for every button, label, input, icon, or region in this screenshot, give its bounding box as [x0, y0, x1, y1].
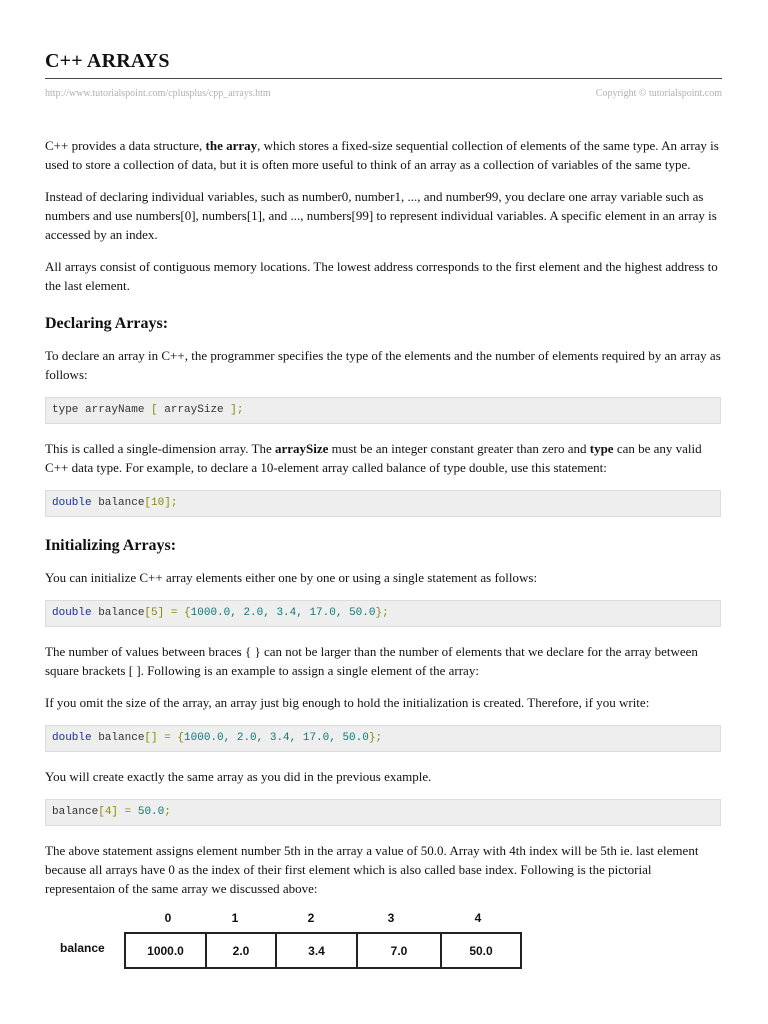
initializing-paragraph-3: If you omit the size of the array, an array just big enough to hold the initialization is created. Therefore, if you write:	[45, 695, 650, 710]
code-block-declaration-example: double balance[10];	[45, 490, 721, 517]
copyright-notice: Copyright © tutorialspoint.com	[595, 88, 722, 99]
page-title: C++ ARRAYS	[45, 50, 170, 72]
array-cell: 2.0	[205, 932, 277, 969]
code-block-initialization: double balance[5] = {1000.0, 2.0, 3.4, 17.0, 50.0};	[45, 600, 721, 627]
array-diagram	[45, 911, 721, 1001]
code-block-declaration-syntax: type arrayName [ arraySize ];	[45, 397, 721, 424]
array-index-label: 3	[387, 911, 395, 925]
array-cell: 50.0	[440, 932, 522, 969]
header-divider	[45, 78, 722, 79]
article-body	[45, 136, 721, 1001]
section-heading-declaring: Declaring Arrays:	[45, 315, 169, 332]
intro-paragraph-1: C++ provides a data structure, the array, which stores a fixed-size sequential collection of elements of the same type. An array is used to store a collection of data, but it is often more useful to think of an array as a collection of variables of the same type.	[45, 138, 719, 172]
array-index-label: 4	[474, 911, 482, 925]
initializing-paragraph-5: The above statement assigns element number 5th in the array a value of 50.0. Array with 4th index will be 5th ie. last element because all arrays have 0 as the index of their first element which is also called base index. Following is the pictorial representaion of the same array we discussed above:	[45, 843, 699, 896]
initializing-paragraph-1: You can initialize C++ array elements either one by one or using a single statement as follows:	[45, 570, 538, 585]
array-index-label: 1	[231, 911, 239, 925]
initializing-paragraph-4: You will create exactly the same array as you did in the previous example.	[45, 769, 432, 784]
array-cell: 7.0	[356, 932, 442, 969]
array-index-label: 2	[307, 911, 315, 925]
array-cell: 3.4	[275, 932, 358, 969]
intro-paragraph-3: All arrays consist of contiguous memory locations. The lowest address corresponds to the first element and the highest address to the last element.	[45, 259, 718, 293]
code-block-element-assignment: balance[4] = 50.0;	[45, 799, 721, 826]
array-index-label: 0	[164, 911, 172, 925]
array-cell: 1000.0	[124, 932, 207, 969]
code-block-unsized-initialization: double balance[] = {1000.0, 2.0, 3.4, 17.0, 50.0};	[45, 725, 721, 752]
initializing-paragraph-2: The number of values between braces { } can not be larger than the number of elements that we declare for the array between square brackets [ ]. Following is an example to assign a single element of the array:	[45, 644, 698, 678]
intro-paragraph-2: Instead of declaring individual variables, such as number0, number1, ..., and number99, you declare one array variable such as numbers and use numbers[0], numbers[1], and ..., numbers[99] to represent individual variables. A specific element in an array is accessed by an index.	[45, 189, 717, 242]
declaring-paragraph-1: To declare an array in C++, the programmer specifies the type of the elements and the number of elements required by an array as follows:	[45, 348, 721, 382]
array-name-label: balance	[60, 941, 105, 955]
section-heading-initializing: Initializing Arrays:	[45, 537, 177, 554]
source-url[interactable]: http://www.tutorialspoint.com/cplusplus/cpp_arrays.htm	[45, 88, 271, 99]
declaring-paragraph-2: This is called a single-dimension array. The arraySize must be an integer constant greater than zero and type can be any valid C++ data type. For example, to declare a 10-element array called balance of type double, use this statement:	[45, 441, 702, 475]
